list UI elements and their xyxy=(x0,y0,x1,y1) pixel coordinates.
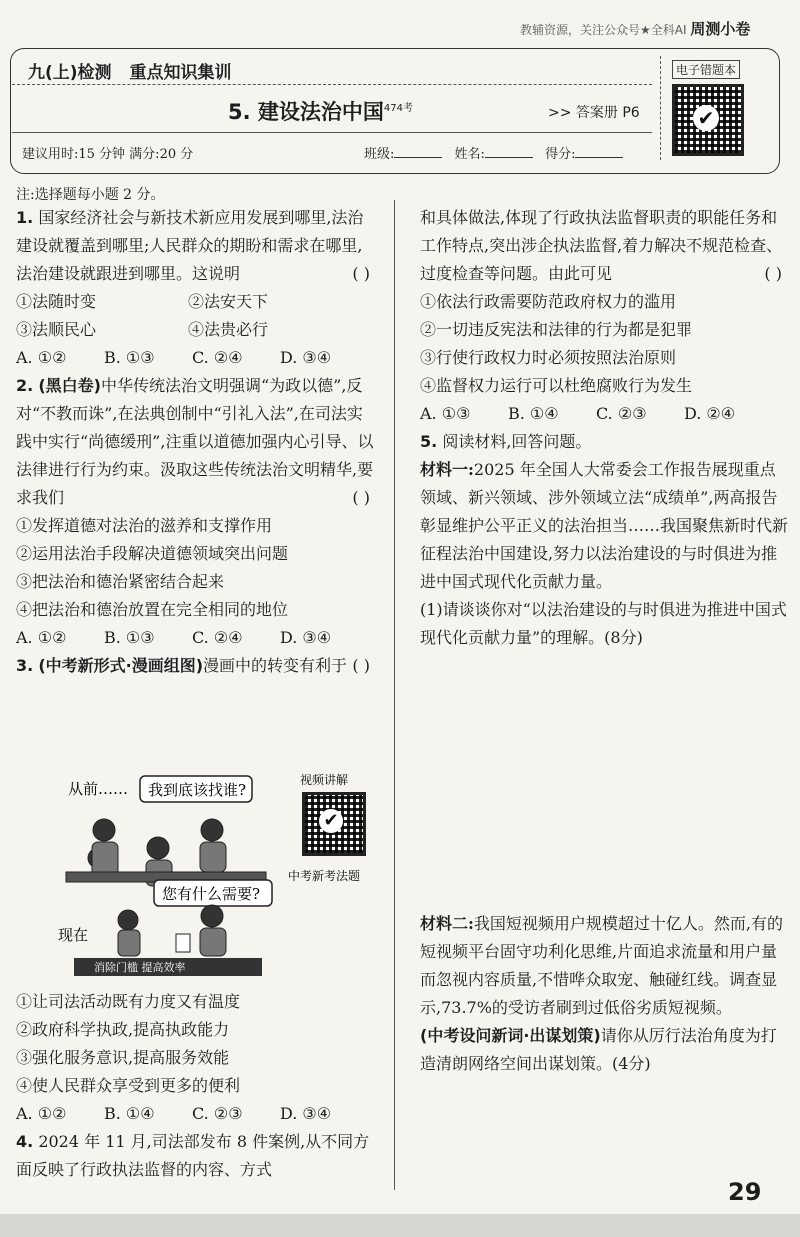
page-edge xyxy=(0,1214,800,1237)
statement: ①让司法活动既有力度又有温度 xyxy=(16,992,241,1011)
question-stem: 2024 年 11 月,司法部发布 8 件案例,从不同方面反映了行政执法监督的内容、方式 xyxy=(16,1132,370,1179)
comic-after-label: 现在 xyxy=(58,926,89,944)
answer-reference: >> 答案册 P6 xyxy=(548,105,640,121)
qr-label: 电子错题本 xyxy=(672,60,740,79)
choice-b[interactable]: B. ①④ xyxy=(508,404,559,423)
question-stem: 阅读材料,回答问题。 xyxy=(442,432,592,451)
choice-d[interactable]: D. ②④ xyxy=(684,404,736,423)
choice-row xyxy=(16,1100,376,1128)
score-label: 得分: xyxy=(545,147,576,162)
section-title xyxy=(228,96,413,126)
statement-row xyxy=(16,288,376,316)
choice-c[interactable]: C. ②③ xyxy=(192,1104,243,1123)
material-label: 材料一: xyxy=(420,460,474,479)
answer-bracket[interactable]: ( ) xyxy=(352,264,370,283)
people-before-icon xyxy=(66,819,266,886)
question-3 xyxy=(16,652,376,680)
statement: ④法贵必行 xyxy=(188,320,269,339)
question-number: 2. xyxy=(16,376,34,395)
question-5 xyxy=(420,428,788,456)
answer-bracket[interactable]: ( ) xyxy=(764,264,782,283)
banner-text: 消除门槛 提高效率 xyxy=(94,961,186,974)
right-column xyxy=(420,204,788,652)
choice-a[interactable]: A. ①② xyxy=(16,348,67,367)
statement: ②政府科学执政,提高执政能力 xyxy=(16,1020,230,1039)
statement: ④使人民群众享受到更多的便利 xyxy=(16,1076,241,1095)
question-number: 5. xyxy=(420,432,438,451)
choice-d[interactable]: D. ③④ xyxy=(280,1104,332,1123)
choice-c[interactable]: C. ②③ xyxy=(596,404,647,423)
question-3-options xyxy=(16,988,376,1184)
statement: ③把法治和德治紧密结合起来 xyxy=(16,572,225,591)
statement: ②法安天下 xyxy=(188,292,269,311)
question-number: 3. xyxy=(16,656,34,675)
choice-row xyxy=(16,624,376,652)
question-tag: (黑白卷) xyxy=(38,376,101,395)
page-number: 29 xyxy=(728,1178,762,1206)
statement: ③行使行政权力时必须按照法治原则 xyxy=(420,348,677,367)
comic-before-label: 从前…… xyxy=(68,780,129,798)
choice-a[interactable]: A. ①② xyxy=(16,628,67,647)
speech-bubble-before-text: 我到底该找谁? xyxy=(148,781,247,799)
material-2 xyxy=(420,910,788,1022)
name-field[interactable] xyxy=(485,157,533,158)
source-text: 教辅资源，关注公众号★全科AI xyxy=(520,23,687,37)
grade-label: 九(上)检测 xyxy=(28,63,112,83)
qr-video-label: 视频讲解 xyxy=(300,773,349,787)
video-qr-code-icon[interactable] xyxy=(302,792,366,856)
question-tag: (中考设问新词·出谋划策) xyxy=(420,1026,601,1045)
exam-tag: 474考 xyxy=(383,103,413,114)
question-tag: (中考新形式·漫画组图) xyxy=(38,656,204,675)
material-text: 我国短视频用户规模超过十亿人。然而,有的短视频平台固守功利化思维,片面追求流量和用户量而忽视内容质量,不惜哗众取宠、触碰红线。调查显示,73.7%的受访者刷到过低俗劣质短视频。 xyxy=(420,914,784,1017)
choice-a[interactable]: A. ①② xyxy=(16,1104,67,1123)
choice-b[interactable]: B. ①③ xyxy=(104,348,155,367)
question-stem: 国家经济社会与新技术新应用发展到哪里,法治建设就覆盖到哪里;人民群众的期盼和需求在哪里,法治建设就跟进到哪里。这说明 xyxy=(16,208,364,283)
choice-d[interactable]: D. ③④ xyxy=(280,348,332,367)
qr-exam-label: 中考新考法题 xyxy=(288,869,361,883)
statement: ③法顺民心 xyxy=(16,320,97,339)
question-4 xyxy=(16,1128,376,1184)
choice-b[interactable]: B. ①③ xyxy=(104,628,155,647)
column-divider xyxy=(394,200,395,1190)
sub-question-2 xyxy=(420,1022,788,1078)
top-bar xyxy=(520,18,750,39)
statement: ③强化服务意识,提高服务效能 xyxy=(16,1048,230,1067)
material-label: 材料二: xyxy=(420,914,474,933)
statement: ①发挥道德对法治的滋养和支撑作用 xyxy=(16,516,273,535)
statement: ②运用法治手段解决道德领域突出问题 xyxy=(16,544,289,563)
section-title-text: 5. 建设法治中国 xyxy=(228,100,384,124)
question-number: 1. xyxy=(16,208,34,227)
category-label: 重点知识集训 xyxy=(129,63,232,83)
question-stem: 漫画中的转变有利于 xyxy=(203,656,348,675)
speech-bubble-after-text: 您有什么需要? xyxy=(162,885,261,903)
header-divider-2 xyxy=(12,132,652,133)
statement: ④监督权力运行可以杜绝腐败行为发生 xyxy=(420,376,693,395)
question-4-continued xyxy=(420,204,788,288)
choice-c[interactable]: C. ②④ xyxy=(192,348,243,367)
statement: ④把法治和德治放置在完全相同的地位 xyxy=(16,600,289,619)
left-column xyxy=(16,204,376,680)
material-2-block xyxy=(420,910,788,1078)
check-icon: ✔ xyxy=(693,105,719,131)
header-divider xyxy=(12,84,652,85)
series-label: 周测小卷 xyxy=(690,20,751,38)
question-1 xyxy=(16,204,376,288)
class-field[interactable] xyxy=(394,157,442,158)
answer-bracket[interactable]: ( ) xyxy=(352,488,370,507)
note: 注:选择题每小题 2 分。 xyxy=(16,187,165,203)
choice-c[interactable]: C. ②④ xyxy=(192,628,243,647)
statement-row xyxy=(16,316,376,344)
statement: ①依法行政需要防范政府权力的滥用 xyxy=(420,292,677,311)
choice-a[interactable]: A. ①③ xyxy=(420,404,471,423)
time-score-info: 建议用时:15 分钟 满分:20 分 xyxy=(22,147,194,162)
choice-row xyxy=(16,344,376,372)
check-icon: ✔ xyxy=(319,809,343,833)
choice-b[interactable]: B. ①④ xyxy=(104,1104,155,1123)
question-stem-continued: 和具体做法,体现了行政执法监督职责的职能任务和工作特点,突出涉企执法监督,着力解决不规范检查、过度检查等问题。由此可见 xyxy=(420,208,783,283)
class-label: 班级: xyxy=(364,147,395,162)
score-field[interactable] xyxy=(575,157,623,158)
people-after-icon xyxy=(118,905,226,956)
question-2 xyxy=(16,372,376,512)
answer-bracket[interactable]: ( ) xyxy=(352,656,370,675)
sub-question-text: 请你从厉行法治角度为打造清朗网络空间出谋划策。(4分) xyxy=(420,1026,777,1073)
qr-code-icon[interactable] xyxy=(672,84,744,156)
name-label: 姓名: xyxy=(454,147,485,162)
statement: ②一切违反宪法和法律的行为都是犯罪 xyxy=(420,320,693,339)
choice-row xyxy=(420,400,788,428)
question-number: 4. xyxy=(16,1132,34,1151)
sub-question-1: (1)请谈谈你对“以法治建设的与时俱进为推进中国式现代化贡献力量”的理解。(8分) xyxy=(420,600,787,647)
material-text: 2025 年全国人大常委会工作报告展现重点领域、新兴领域、涉外领域立法“成绩单”,两高报告彰显维护公平正义的法治担当……我国聚焦新时代新征程法治中国建设,努力以法治建设的与时俱进为推进中国式现代化贡献力量。 xyxy=(420,460,789,591)
choice-d[interactable]: D. ③④ xyxy=(280,628,332,647)
student-fields xyxy=(364,143,631,162)
statement: ①法随时变 xyxy=(16,292,97,311)
header-title-row xyxy=(28,58,243,83)
material-1 xyxy=(420,456,788,596)
question-stem: 中华传统法治文明强调“为政以德”,反对“不教而诛”,在法典创制中“引礼入法”,在司法实践中实行“尚德缓刑”,注重以道德加强内心引导、以法律进行行为约束。汲取这些传统法治文明精华,要求我们 xyxy=(16,376,374,507)
